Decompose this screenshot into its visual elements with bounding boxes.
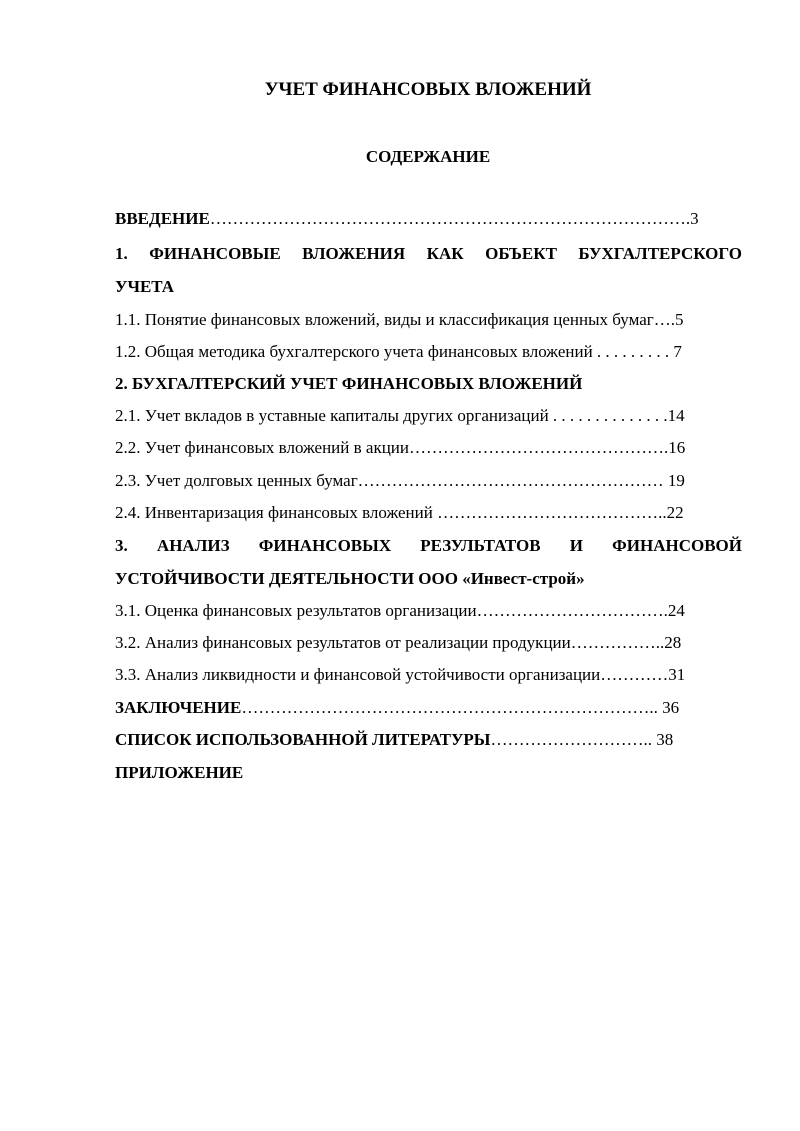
toc-entry-2-4[interactable]: [115, 502, 742, 524]
toc-entry-conclusion[interactable]: [115, 697, 742, 719]
toc-page-number: 3: [690, 209, 699, 228]
toc-leader: …………………………………..: [432, 503, 667, 522]
toc-entry-3-3[interactable]: [115, 664, 742, 686]
toc-entry-appendix[interactable]: [115, 762, 742, 784]
toc-leader: ………………………..: [490, 730, 657, 749]
document-title: УЧЕТ ФИНАНСОВЫХ ВЛОЖЕНИЙ: [264, 79, 592, 100]
toc-entry-3-1[interactable]: [115, 600, 742, 622]
toc-entry-literature[interactable]: [115, 729, 742, 751]
toc-page-number: 31: [668, 665, 686, 684]
toc-chapter-2[interactable]: 2. БУХГАЛТЕРСКИЙ УЧЕТ ФИНАНСОВЫХ ВЛОЖЕНИЙ: [115, 374, 583, 393]
toc-leader: . . . . . . . . .: [592, 342, 674, 361]
toc-entry-title: 1.2. Общая методика бухгалтерского учета финансовых вложений: [115, 342, 593, 361]
toc-entry-title: 3.1. Оценка финансовых результатов организации: [115, 601, 477, 620]
toc-entry-title: 2.1. Учет вкладов в уставные капиталы других организаций: [115, 406, 549, 425]
toc-leader: ………………………………………………………………..: [241, 698, 663, 717]
toc-entry-2-1[interactable]: [115, 405, 742, 427]
toc-leader: ………………………………………………………………………….: [209, 209, 691, 228]
toc-leader: . . . . . . . . . . . . . .: [548, 406, 668, 425]
toc-chapter-1-line-1[interactable]: 1. ФИНАНСОВЫЕ ВЛОЖЕНИЯ КАК ОБЪЕКТ БУХГАЛТЕРСКОГО: [115, 244, 742, 263]
toc-entry-1-2[interactable]: [115, 341, 742, 363]
toc-page-number: 14: [667, 406, 685, 425]
toc-entry-2-2[interactable]: [115, 437, 742, 459]
toc-leader: ………………………………………………: [357, 471, 668, 490]
toc-chapter-3-line-2[interactable]: УСТОЙЧИВОСТИ ДЕЯТЕЛЬНОСТИ ООО «Инвест-строй»: [115, 569, 585, 588]
toc-leader: …………: [600, 665, 669, 684]
toc-entry-title: ПРИЛОЖЕНИЕ: [115, 763, 244, 782]
toc-chapter-1-line-2[interactable]: УЧЕТА: [115, 277, 175, 296]
toc-page-number: 7: [673, 342, 682, 361]
toc-entry-title: ВВЕДЕНИЕ: [115, 209, 210, 228]
toc-page-number: 16: [668, 438, 686, 457]
toc-entry-1-1[interactable]: [115, 309, 742, 331]
toc-leader: …………………………….: [476, 601, 668, 620]
toc-entry-title: 2.2. Учет финансовых вложений в акции: [115, 438, 410, 457]
toc-entry-title: 1.1. Понятие финансовых вложений, виды и классификация ценных бумаг: [115, 310, 654, 329]
toc-entry-title: 2.4. Инвентаризация финансовых вложений: [115, 503, 433, 522]
toc-entry-2-3[interactable]: [115, 470, 742, 492]
toc-leader: ……………..: [570, 633, 665, 652]
toc-page-number: 24: [667, 601, 685, 620]
toc-entry-introduction[interactable]: [115, 208, 742, 230]
toc-entry-title: 3.3. Анализ ликвидности и финансовой устойчивости организации: [115, 665, 601, 684]
toc-entry-title: СПИСОК ИСПОЛЬЗОВАННОЙ ЛИТЕРАТУРЫ: [115, 730, 491, 749]
toc-entry-title: 2.3. Учет долговых ценных бумаг: [115, 471, 358, 490]
toc-page-number: 28: [664, 633, 682, 652]
contents-heading: СОДЕРЖАНИЕ: [365, 147, 491, 166]
toc-page-number: 19: [667, 471, 685, 490]
toc-entry-title: 3.2. Анализ финансовых результатов от реализации продукции: [115, 633, 571, 652]
toc-entry-3-2[interactable]: [115, 632, 742, 654]
toc-entry-title: ЗАКЛЮЧЕНИЕ: [115, 698, 242, 717]
toc-chapter-3-line-1[interactable]: 3. АНАЛИЗ ФИНАНСОВЫХ РЕЗУЛЬТАТОВ И ФИНАНСОВОЙ: [115, 536, 742, 555]
toc-leader: ….: [653, 310, 675, 329]
toc-leader: ……………………………………….: [409, 438, 669, 457]
toc-page-number: 22: [666, 503, 684, 522]
toc-page-number: 5: [674, 310, 684, 329]
toc-page-number: 38: [656, 730, 674, 749]
toc-page-number: 36: [662, 698, 680, 717]
